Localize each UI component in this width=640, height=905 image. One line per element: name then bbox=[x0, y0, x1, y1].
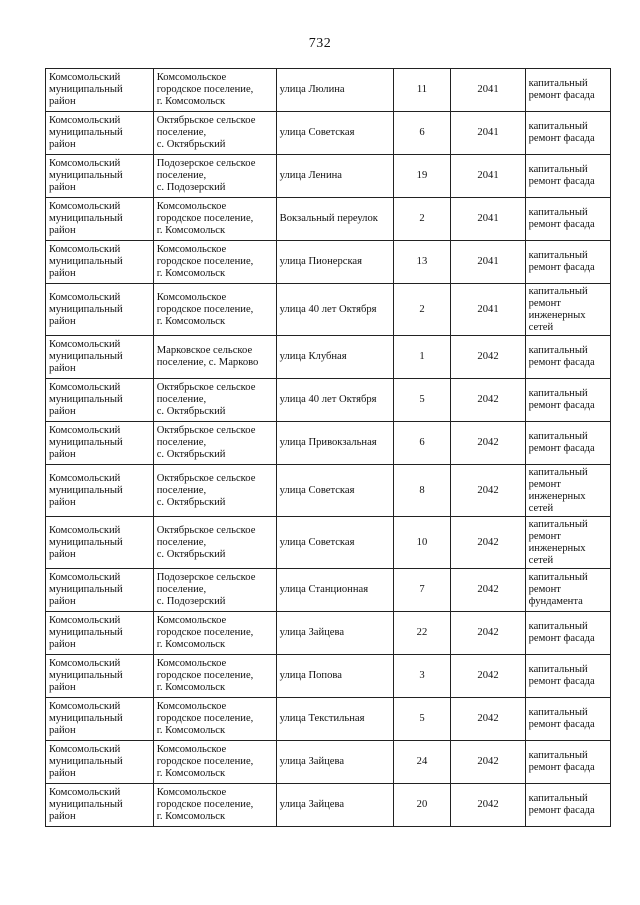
district-cell: Комсомольский муниципальный район bbox=[46, 422, 154, 465]
year-cell: 2041 bbox=[451, 155, 525, 198]
street-cell: улица Советская bbox=[276, 517, 393, 569]
house-number-cell: 8 bbox=[393, 465, 451, 517]
street-cell: улица Привокзальная bbox=[276, 422, 393, 465]
house-number-cell: 5 bbox=[393, 698, 451, 741]
house-number-cell: 5 bbox=[393, 379, 451, 422]
work-type-cell: капитальный ремонт фасада bbox=[525, 784, 610, 827]
street-cell: улица Советская bbox=[276, 465, 393, 517]
house-number-cell: 2 bbox=[393, 198, 451, 241]
street-cell: улица Попова bbox=[276, 655, 393, 698]
table-row bbox=[46, 784, 611, 827]
house-number-cell: 22 bbox=[393, 612, 451, 655]
repair-schedule-table bbox=[45, 68, 611, 827]
year-cell: 2042 bbox=[451, 741, 525, 784]
house-number-cell: 24 bbox=[393, 741, 451, 784]
house-number-cell: 1 bbox=[393, 336, 451, 379]
district-cell: Комсомольский муниципальный район bbox=[46, 379, 154, 422]
street-cell: улица Пионерская bbox=[276, 241, 393, 284]
district-cell: Комсомольский муниципальный район bbox=[46, 241, 154, 284]
table-body bbox=[46, 69, 611, 827]
page-number: 732 bbox=[308, 36, 332, 51]
district-cell: Комсомольский муниципальный район bbox=[46, 198, 154, 241]
work-type-cell: капитальный ремонт фасада bbox=[525, 336, 610, 379]
district-cell: Комсомольский муниципальный район bbox=[46, 465, 154, 517]
district-cell: Комсомольский муниципальный район bbox=[46, 112, 154, 155]
work-type-cell: капитальный ремонт фасада bbox=[525, 379, 610, 422]
district-cell: Комсомольский муниципальный район bbox=[46, 698, 154, 741]
house-number-cell: 19 bbox=[393, 155, 451, 198]
work-type-cell: капитальный ремонт фасада bbox=[525, 698, 610, 741]
street-cell: улица Люлина bbox=[276, 69, 393, 112]
house-number-cell: 7 bbox=[393, 569, 451, 612]
settlement-cell: Подозерское сельское поселение, с. Подозерский bbox=[153, 155, 276, 198]
table-row bbox=[46, 112, 611, 155]
work-type-cell: капитальный ремонт фундамента bbox=[525, 569, 610, 612]
district-cell: Комсомольский муниципальный район bbox=[46, 741, 154, 784]
work-type-cell: капитальный ремонт фасада bbox=[525, 69, 610, 112]
street-cell: улица Советская bbox=[276, 112, 393, 155]
house-number-cell: 2 bbox=[393, 284, 451, 336]
settlement-cell: Октябрьское сельское поселение, с. Октябрьский bbox=[153, 112, 276, 155]
table-row bbox=[46, 422, 611, 465]
work-type-cell: капитальный ремонт фасада bbox=[525, 422, 610, 465]
table-row bbox=[46, 465, 611, 517]
house-number-cell: 11 bbox=[393, 69, 451, 112]
settlement-cell: Комсомольское городское поселение, г. Комсомольск bbox=[153, 69, 276, 112]
district-cell: Комсомольский муниципальный район bbox=[46, 155, 154, 198]
settlement-cell: Комсомольское городское поселение, г. Комсомольск bbox=[153, 784, 276, 827]
table-row bbox=[46, 336, 611, 379]
street-cell: улица 40 лет Октября bbox=[276, 379, 393, 422]
work-type-cell: капитальный ремонт инженерных сетей bbox=[525, 465, 610, 517]
house-number-cell: 6 bbox=[393, 112, 451, 155]
year-cell: 2041 bbox=[451, 112, 525, 155]
work-type-cell: капитальный ремонт инженерных сетей bbox=[525, 284, 610, 336]
table-row bbox=[46, 612, 611, 655]
settlement-cell: Комсомольское городское поселение, г. Комсомольск bbox=[153, 198, 276, 241]
district-cell: Комсомольский муниципальный район bbox=[46, 612, 154, 655]
year-cell: 2042 bbox=[451, 336, 525, 379]
year-cell: 2041 bbox=[451, 284, 525, 336]
work-type-cell: капитальный ремонт фасада bbox=[525, 612, 610, 655]
work-type-cell: капитальный ремонт фасада bbox=[525, 198, 610, 241]
street-cell: улица Текстильная bbox=[276, 698, 393, 741]
house-number-cell: 6 bbox=[393, 422, 451, 465]
district-cell: Комсомольский муниципальный район bbox=[46, 784, 154, 827]
settlement-cell: Комсомольское городское поселение, г. Комсомольск bbox=[153, 284, 276, 336]
house-number-cell: 3 bbox=[393, 655, 451, 698]
table-row bbox=[46, 379, 611, 422]
table-row bbox=[46, 655, 611, 698]
work-type-cell: капитальный ремонт фасада bbox=[525, 241, 610, 284]
year-cell: 2042 bbox=[451, 655, 525, 698]
street-cell: улица Ленина bbox=[276, 155, 393, 198]
year-cell: 2041 bbox=[451, 69, 525, 112]
table-row bbox=[46, 241, 611, 284]
table-row bbox=[46, 69, 611, 112]
table-row bbox=[46, 517, 611, 569]
district-cell: Комсомольский муниципальный район bbox=[46, 69, 154, 112]
work-type-cell: капитальный ремонт инженерных сетей bbox=[525, 517, 610, 569]
work-type-cell: капитальный ремонт фасада bbox=[525, 655, 610, 698]
house-number-cell: 13 bbox=[393, 241, 451, 284]
district-cell: Комсомольский муниципальный район bbox=[46, 336, 154, 379]
work-type-cell: капитальный ремонт фасада bbox=[525, 155, 610, 198]
table-row bbox=[46, 198, 611, 241]
settlement-cell: Марковское сельское поселение, с. Марково bbox=[153, 336, 276, 379]
street-cell: улица Зайцева bbox=[276, 784, 393, 827]
table-row bbox=[46, 284, 611, 336]
year-cell: 2042 bbox=[451, 465, 525, 517]
settlement-cell: Октябрьское сельское поселение, с. Октябрьский bbox=[153, 465, 276, 517]
year-cell: 2041 bbox=[451, 198, 525, 241]
street-cell: улица Клубная bbox=[276, 336, 393, 379]
district-cell: Комсомольский муниципальный район bbox=[46, 517, 154, 569]
year-cell: 2042 bbox=[451, 422, 525, 465]
street-cell: улица Зайцева bbox=[276, 612, 393, 655]
street-cell: улица Станционная bbox=[276, 569, 393, 612]
table-row bbox=[46, 155, 611, 198]
work-type-cell: капитальный ремонт фасада bbox=[525, 741, 610, 784]
house-number-cell: 10 bbox=[393, 517, 451, 569]
year-cell: 2041 bbox=[451, 241, 525, 284]
settlement-cell: Октябрьское сельское поселение, с. Октябрьский bbox=[153, 517, 276, 569]
settlement-cell: Комсомольское городское поселение, г. Комсомольск bbox=[153, 698, 276, 741]
house-number-cell: 20 bbox=[393, 784, 451, 827]
year-cell: 2042 bbox=[451, 612, 525, 655]
year-cell: 2042 bbox=[451, 379, 525, 422]
settlement-cell: Комсомольское городское поселение, г. Комсомольск bbox=[153, 741, 276, 784]
street-cell: улица 40 лет Октября bbox=[276, 284, 393, 336]
district-cell: Комсомольский муниципальный район bbox=[46, 569, 154, 612]
street-cell: улица Зайцева bbox=[276, 741, 393, 784]
district-cell: Комсомольский муниципальный район bbox=[46, 655, 154, 698]
settlement-cell: Комсомольское городское поселение, г. Комсомольск bbox=[153, 612, 276, 655]
table-row bbox=[46, 741, 611, 784]
table-row bbox=[46, 569, 611, 612]
year-cell: 2042 bbox=[451, 784, 525, 827]
settlement-cell: Комсомольское городское поселение, г. Комсомольск bbox=[153, 241, 276, 284]
settlement-cell: Подозерское сельское поселение, с. Подозерский bbox=[153, 569, 276, 612]
table-row bbox=[46, 698, 611, 741]
street-cell: Вокзальный переулок bbox=[276, 198, 393, 241]
settlement-cell: Комсомольское городское поселение, г. Комсомольск bbox=[153, 655, 276, 698]
settlement-cell: Октябрьское сельское поселение, с. Октябрьский bbox=[153, 379, 276, 422]
work-type-cell: капитальный ремонт фасада bbox=[525, 112, 610, 155]
year-cell: 2042 bbox=[451, 569, 525, 612]
settlement-cell: Октябрьское сельское поселение, с. Октябрьский bbox=[153, 422, 276, 465]
district-cell: Комсомольский муниципальный район bbox=[46, 284, 154, 336]
year-cell: 2042 bbox=[451, 698, 525, 741]
year-cell: 2042 bbox=[451, 517, 525, 569]
